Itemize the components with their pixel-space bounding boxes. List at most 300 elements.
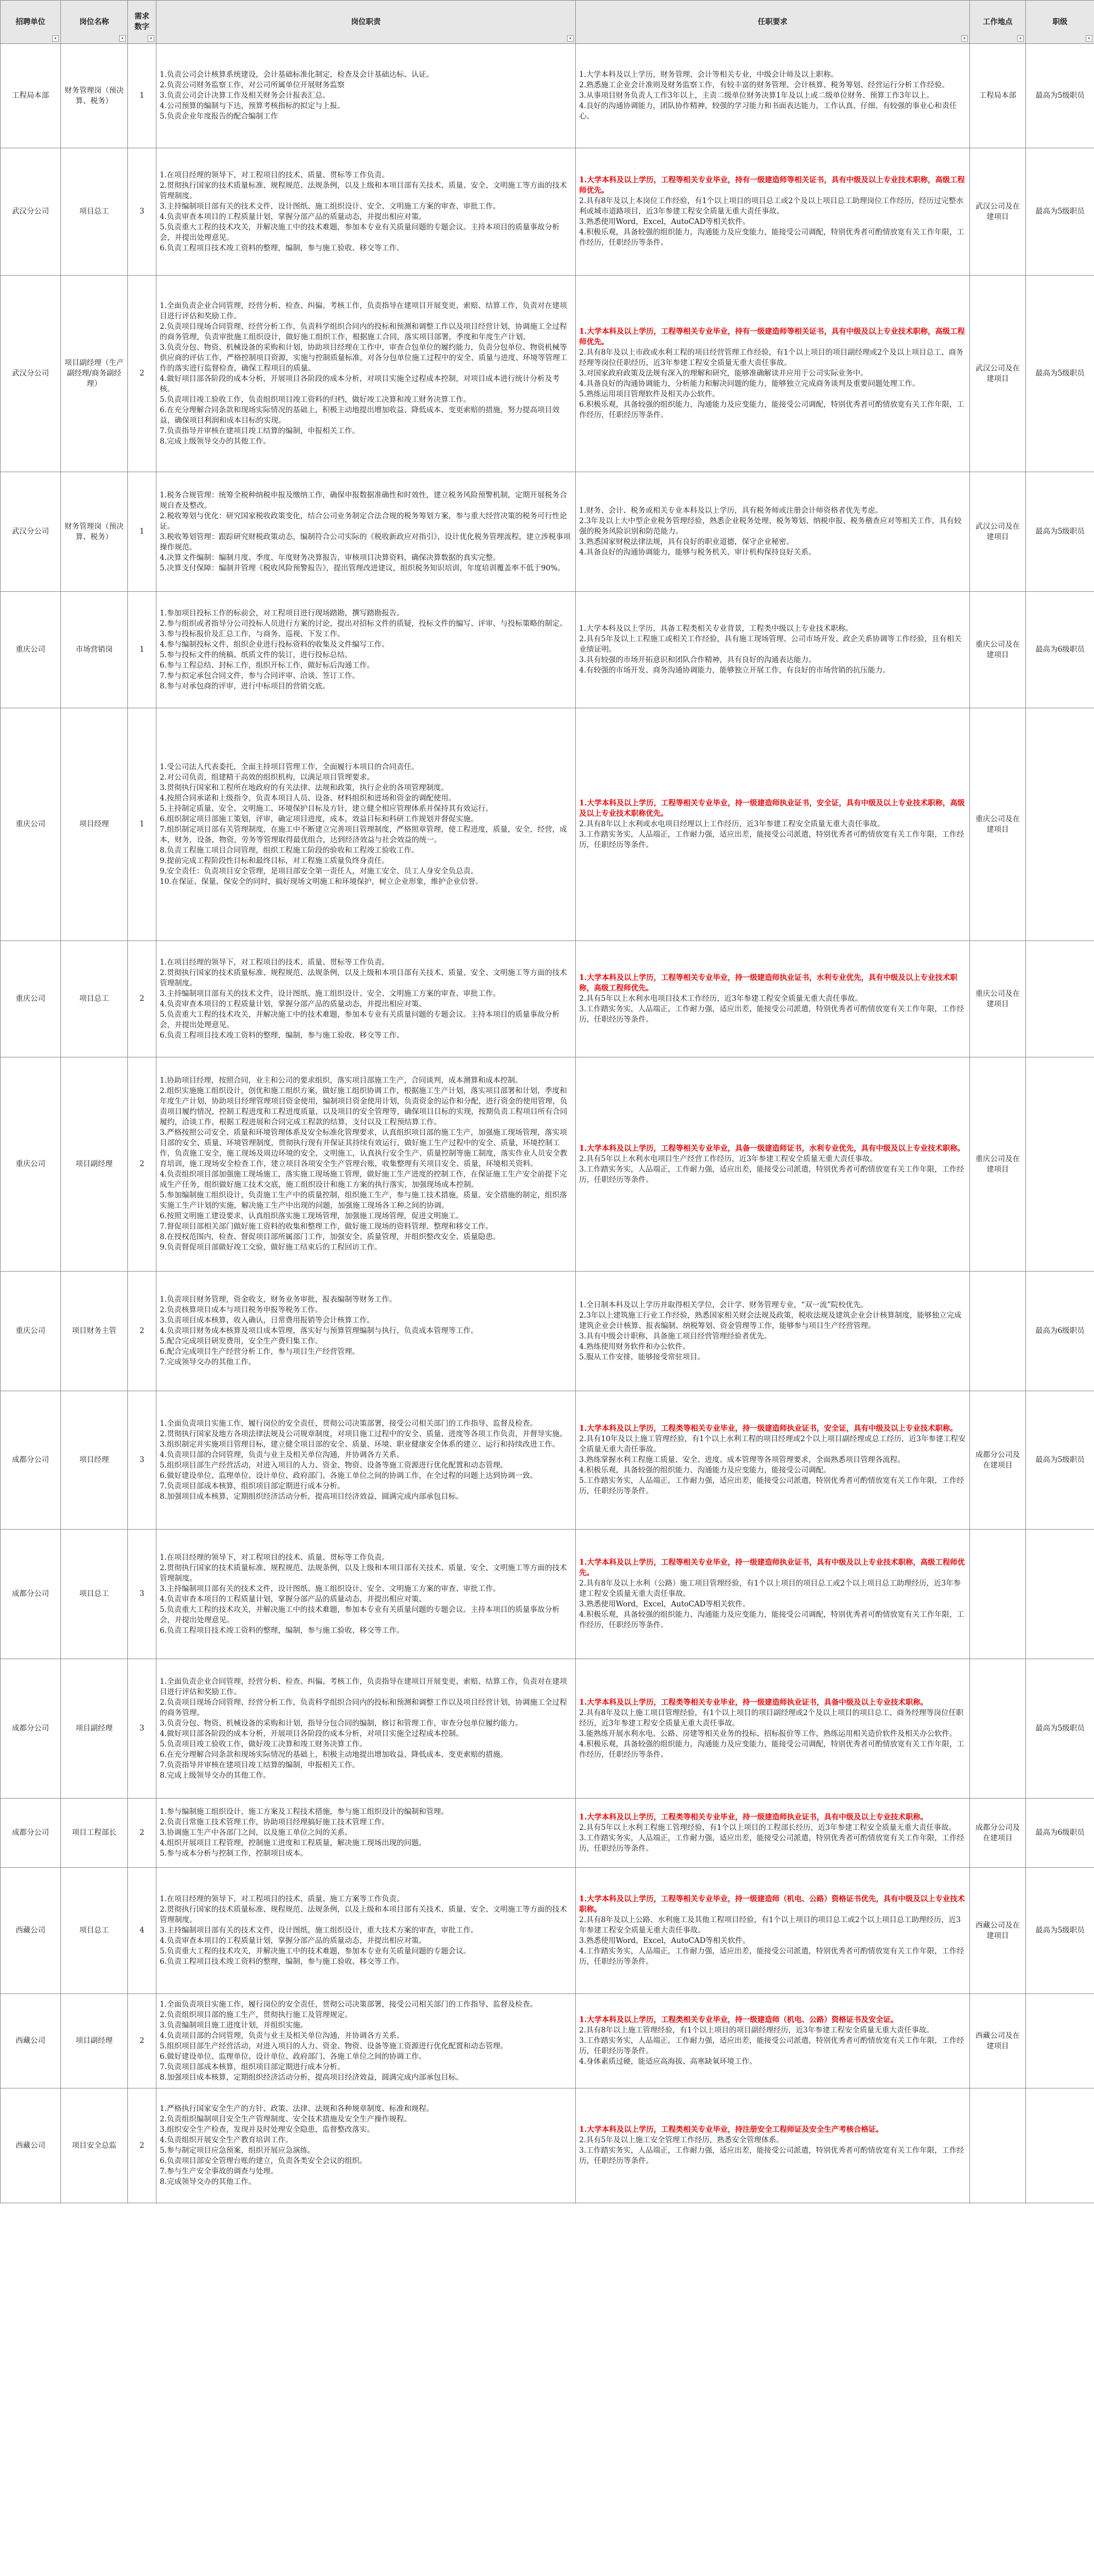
cell-requirements[interactable]: [576, 1799, 970, 1868]
cell-count[interactable]: 2: [128, 1057, 156, 1272]
cell-position[interactable]: 财务管理岗（预决算、税务）: [61, 44, 128, 148]
cell-duties[interactable]: [156, 1272, 576, 1391]
requirement-line: 1.全日制本科及以上学历并取得相关学位，会计学、财务管理专业，“双一流”院校优先。: [579, 1300, 868, 1309]
cell-duties[interactable]: [156, 44, 576, 148]
duty-line: 2.对公司负责，组建精干高效的组织机构，以满足项目管理要求。: [160, 772, 374, 782]
duty-line: 2.组织实施施工组织设计，创优和施工组织方案，做好施工组织协调工作，根据施工生产计划，落实项目部署和计划，季度和年度生产计划，协助项目经理管理项目资金使用，编制项目资金使用计划，负责资金的运作和分配，进行资金的使用管理，负责项目履约情况，控制工程进度和工程进度质量，以及项目的安全管理等，确保项目目标的实现，按期负责工程项目所有合同履约，洽谈工作，根据工程进展和合同完成工程款的结算，支付以及工程预结算工作。: [160, 1087, 568, 1127]
duty-line: 6.做好建设单位、监理单位、设计单位、政府部门、各施工单位之间的协调工作，在全过程的问题上达到协调一致。: [160, 1471, 537, 1480]
cell-requirements[interactable]: [576, 1868, 970, 1994]
requirement-line: 2.3年及以上大中型企业税务管理经验，熟悉企业税务处理、税务筹划、纳税申报、税务稽查应对等相关工作，具有较强的税务风险识别和防范能力。: [579, 517, 962, 536]
cell-position[interactable]: 项目总工: [61, 1530, 128, 1659]
cell-count[interactable]: 2: [128, 1272, 156, 1391]
cell-position[interactable]: 项目经理: [61, 708, 128, 941]
duty-line: 6.参与工程总结、封标工作，组织开标工作，做好标后沟通工作。: [160, 660, 374, 670]
requirement-line: 3.具有较强的市场开拓意识和团队合作精神，具有良好的沟通表达能力。: [579, 656, 816, 664]
cell-duties[interactable]: [156, 1391, 576, 1530]
duty-line: 1.在项目经理的领导下，对工程项目的技术、质量、贯标等工作负责。: [160, 170, 389, 180]
cell-unit[interactable]: 工程局本部: [1, 44, 61, 148]
cell-requirements[interactable]: [576, 1272, 970, 1391]
duty-line: 2.负责日常施工技术管理工作，协助项目经理搞好施工技术管理工作。: [160, 1818, 389, 1827]
duty-line: 1.在项目经理的领导下，对工程项目的技术、质量、施工方案等工作负责。: [160, 1895, 404, 1903]
requirement-line: 4.积极乐观，具备较强的组织能力，沟通能力及应变能力，能接受公司调配，特别优秀者可酌情放宽有关工作年限，工作经历，任职经历等条件。: [579, 1739, 964, 1759]
duty-line: 2.贯彻执行国家的技术质量标准、规程规范、法规条例，以及上级和本项目部有关技术、质量、安全、文明施工等方面的技术管理制度。: [160, 968, 567, 988]
duty-line: 3.负责分包、物资、机械设备的采购和计划，指导分包合同的编制，修订和管理工作，审查分包单位履约能力。: [160, 1718, 523, 1728]
cell-position[interactable]: 项目财务主管: [61, 1272, 128, 1391]
requirement-line: 2.具有5年及以上工程施工或相关工作经验，具有施工现场管理、公司市场开发、政企关系协调等工作经验，且有相关业绩证明。: [579, 635, 962, 654]
requirement-line: 3.熟悉使用Word，Excel，AutoCAD等相关软件。: [579, 1600, 750, 1609]
requirement-highlight: 1.大学本科及以上学历，工程等相关专业毕业，持一级建造师执业证书，具有中级及以上专业技术职称，高级工程师优先。: [579, 1558, 965, 1577]
duty-line: 2.负责组织项目部的施工生产，贯彻执行施工及管理规定。: [160, 2010, 352, 2019]
cell-duties[interactable]: [156, 708, 576, 941]
duty-line: 6.组织制定项目部施工策划，评审，确定项目进度，成本，效益目标和科研工作规划并督促实施。: [160, 814, 478, 824]
cell-requirements[interactable]: [576, 276, 970, 472]
requirement-line: 3.熟练掌握水利工程施工质量、安全、进度、成本管理等各项管理要求，全面熟悉项目管理各流程。: [579, 1455, 905, 1464]
cell-location[interactable]: 重庆公司及在建项目: [970, 708, 1026, 941]
cell-grade[interactable]: 最高为5级职员: [1026, 1391, 1094, 1530]
requirement-line: 4.具备良好的沟通协调能力，分析能力和解决问题的能力，能够独立完成商务谈判及重要问题处理工作。: [579, 379, 920, 388]
duty-line: 1.税务合规管理：统筹全税种纳税申报及缴纳工作，确保申报数据准确性和时效性，建立税务风险预警机制，定期开展税务合规自查及整改。: [160, 490, 567, 510]
header-duties[interactable]: [156, 1, 576, 44]
requirement-line: 3.工作踏实务实，人品端正，工作耐力强，适应出差，能接受公司派遣，特别优秀者可酌情放宽有关工作年限，工作经历，任职经历等条件。: [579, 2036, 964, 2056]
requirement-line: 3.具有中级会计职称，具备施工项目经营管理经验者优先。: [579, 1331, 772, 1341]
cell-location[interactable]: 西藏公司及在建项目: [970, 1994, 1026, 2088]
cell-grade[interactable]: 最高为5级职员: [1026, 1659, 1094, 1799]
header-unit[interactable]: [1, 1, 61, 44]
duty-line: 3.负责公司会计决算工作及相关财务会计报表汇总。: [160, 91, 330, 100]
duty-line: 3.主持编制项目部有关的技术文件，设计图纸、施工组织设计、安全、文明施工方案的审查、审批工作。: [160, 989, 501, 998]
cell-position[interactable]: 项目副经理: [61, 1659, 128, 1799]
cell-duties[interactable]: [156, 472, 576, 592]
cell-count[interactable]: 1: [128, 472, 156, 592]
duty-line: 4.负责项目部的合同管理，负责与业主及相关单位沟通，并协调各方关系。: [160, 1450, 404, 1459]
cell-count[interactable]: 2: [128, 1799, 156, 1868]
cell-requirements[interactable]: [576, 2088, 970, 2203]
filter-dropdown-icon[interactable]: ▾: [1086, 35, 1092, 42]
duty-line: 3.参与投标报价及汇总工作，与商务、巡视、下发工作。: [160, 629, 345, 639]
table-row: [1, 1659, 1094, 1799]
requirement-line: 6.积极乐观，具备较强的组织能力，沟通能力及应变能力，能接受公司调配，特别优秀者可酌情放宽有关工作年限，工作经历，任职经历等条件。: [579, 400, 964, 419]
duty-line: 2.税收筹划与优化：研究国家税收政策变化，结合公司业务制定合法合规的税务筹划方案，参与重大经营决策的税务可行性论证。: [160, 511, 567, 531]
cell-requirements[interactable]: [576, 592, 970, 708]
cell-unit[interactable]: 成都分公司: [1, 1391, 61, 1530]
table-row: [1, 1868, 1094, 1994]
duty-line: 6.负责工程项目技术竣工资料的整理，编制，参与施工验收、移交等工作。: [160, 1626, 404, 1635]
cell-count[interactable]: 3: [128, 1391, 156, 1530]
table-row: [1, 1799, 1094, 1868]
duty-line: 9.提前完成工程阶段性目标和最终目标，对工程施工质量负终身责任。: [160, 856, 389, 865]
cell-location[interactable]: 重庆公司及在建项目: [970, 941, 1026, 1057]
duty-line: 4.组织开展项目工程管理，控制施工进度和工程质量，解决施工现场出现的问题。: [160, 1839, 427, 1847]
duty-line: 7.督促项目部相关部门做好施工资料的收集和整理工作，做好施工现场的资料管理、整理和移交工作。: [160, 1222, 493, 1231]
duty-line: 1.严格执行国家安全生产的方针、政策、法律、法规和各种规章制度、标准和规程。: [160, 2104, 434, 2113]
duty-line: 3.负责分包、物资、机械设备的采购和计划，协助项目经理在工作中，审查合包单位的履约能力，负责分包单位、物资机械等供应商的评估工作，严格控制项目资源，实施与控制质量标准，对各分包单位施工过程中的安全、质量与进度、环境等管理工作的落实进行监督检查，确保工程项目的质量。: [160, 343, 568, 373]
cell-duties[interactable]: [156, 148, 576, 276]
cell-unit[interactable]: 武汉分公司: [1, 148, 61, 276]
requirement-line: 3.对国家政府政策及法规有深入的理解和研究，能够准确解读并应用于公司实际业务中。: [579, 369, 868, 378]
cell-requirements[interactable]: [576, 472, 970, 592]
duty-line: 2.贯彻执行国家的技术质量标准、规程规范、法规条例，以及上级和本项目部有关技术、质量、安全、文明施工等方面的技术管理制度。: [160, 181, 567, 200]
cell-requirements[interactable]: [576, 941, 970, 1057]
duty-line: 1.协助项目经理，按照合同，业主和公司的要求组织，落实项目部施工生产，合同谈判，成本测算和成本控制。: [160, 1076, 523, 1085]
cell-grade[interactable]: 最高为6级职员: [1026, 1272, 1094, 1391]
cell-duties[interactable]: [156, 1994, 576, 2088]
requirement-line: 5.服从工作安排，能够接受常驻项目。: [579, 1352, 705, 1362]
duty-line: 5.参与投标文件的统稿、纸质文件的装订，进行投标总结。: [160, 650, 352, 659]
cell-count[interactable]: 3: [128, 1530, 156, 1659]
header-duties-label: 岗位职责: [351, 17, 381, 26]
table-row: [1, 2088, 1094, 2203]
cell-unit[interactable]: 重庆公司: [1, 1057, 61, 1272]
duty-line: 3.协调施工生产中各部门之间，以及施工单位之间的关系。: [160, 1828, 352, 1837]
duty-line: 5.主持制定质量、安全、文明施工、环境保护目标及方针，建立健全相应管理体系并保持其有效运行。: [160, 804, 493, 813]
duty-line: 1.负责公司会计核算系统建设，会计基础标准化制定，检查及会计基础达标、认证。: [160, 70, 434, 79]
cell-duties[interactable]: [156, 1659, 576, 1799]
requirement-line: 2.具有8年及以上水利（公路）施工项目管理经验，有1个以上项目的项目总工或2个以上项目总工助理经历，近3年参建工程安全质量无重大责任事故。: [579, 1579, 961, 1598]
duty-line: 2.负责组织编制项目安全生产管理制度、安全技术措施及安全生产操作规程。: [160, 2115, 412, 2124]
requirement-line: 3.熟悉使用Word，Excel，AutoCAD等相关软件。: [579, 217, 750, 226]
cell-location[interactable]: [970, 1530, 1026, 1659]
duty-line: 3.税收筹划管理：跟踪研究财税政策动态，编制符合公司实际的《税收新政应对指引》，设计优化税务管理流程，建立涉税事项操作规范。: [160, 532, 571, 552]
cell-position[interactable]: 项目副经理: [61, 1994, 128, 2088]
duty-line: 4.决算文件编制：编制月度、季度、年度财务决算报告，审核项目决算资料，确保决算数据的真实完整。: [160, 553, 501, 562]
cell-position[interactable]: 项目总工: [61, 148, 128, 276]
cell-grade[interactable]: [1026, 1057, 1094, 1272]
cell-grade[interactable]: [1026, 708, 1094, 941]
duty-line: 4.负责审查本项目的工程质量计划，掌握分部产品的质量动态，并提出相应对策。: [160, 1936, 427, 1945]
duty-line: 4.负责项目财务成本核算及项目成本管理，落实好与预算管理编制与执行，负责成本管理等工作。: [160, 1326, 478, 1335]
cell-count[interactable]: 2: [128, 941, 156, 1057]
cell-unit[interactable]: 武汉分公司: [1, 472, 61, 592]
requirement-line: 4.积极乐观，具备较强的组织能力，沟通能力及应变能力，能接受公司调配，特别优秀者可酌情放宽有关工作年限，工作经历，任职经历等条件。: [579, 228, 964, 247]
cell-duties[interactable]: [156, 1868, 576, 1994]
duty-line: 8.参与对承包商的评审，进行中标项目的营销交底。: [160, 681, 330, 691]
duty-line: 8.负责工程施工项目合同管理，组织工程施工阶段的验收和工程竣工验收工作。: [160, 845, 419, 855]
duty-line: 7.参与拟定承包合同文件，参与合同评审、洽谈、签订工作。: [160, 671, 360, 680]
duty-line: 9.负责督促项目部做好竣工交验，做好施工结束后的工程回访工作。: [160, 1243, 382, 1252]
requirement-highlight: 1.大学本科及以上学历，工程等相关专业毕业，持有一级建造师等相关证书，具有中级及以上专业技术职称，高级工程师优先。: [579, 327, 965, 346]
duty-line: 1.全面负责项目实施工作，履行岗位的安全责任，贯彻公司决策部署，接受公司相关部门的工作指导、监督及检查。: [160, 2000, 537, 2009]
cell-location[interactable]: [970, 1659, 1026, 1799]
cell-grade[interactable]: 最高为6级职员: [1026, 592, 1094, 708]
cell-grade[interactable]: 最高为5级职员: [1026, 1868, 1094, 1994]
header-position[interactable]: [61, 1, 128, 44]
cell-unit[interactable]: 成都分公司: [1, 1530, 61, 1659]
duty-line: 5.决算支付保障：编制并管理《税收风险预警报告》，提出管理改进建议，组织税务知识培训，年度培训覆盖率不低于90%。: [160, 563, 565, 573]
cell-unit[interactable]: 成都分公司: [1, 1799, 61, 1868]
requirement-line: 4.良好的沟通协调能力，团队协作精神，较强的学习能力和书面表达能力，工作认真、仔细、有较强的事业心和责任心。: [579, 102, 957, 121]
duty-line: 5.参与成本分析与控制工作，控制项目成本。: [160, 1849, 308, 1858]
requirement-line: 4.具备良好的沟通协调能力，能够与税务机关、审计机构保持良好关系。: [579, 548, 816, 557]
cell-grade[interactable]: 最高为5级职员: [1026, 44, 1094, 148]
requirement-highlight: 1.大学本科及以上学历，工程类等相关专业毕业，持一级建造师执业证书，安全证，具有中级及以上专业技术职称。: [579, 1424, 958, 1433]
duty-line: 6.负责工程项目技术竣工资料的整理，编制，参与施工验收、移交等工作。: [160, 1957, 404, 1966]
cell-duties[interactable]: [156, 1057, 576, 1272]
cell-position[interactable]: 市场营销岗: [61, 592, 128, 708]
requirement-highlight: 1.大学本科及以上学历，工程类相关专业毕业，持注册安全工程师证及安全生产考核合格证。: [579, 2125, 884, 2134]
duty-line: 1.参加项目投标工作的标前会，对工程项目进行现场踏勘，撰写踏勘报告。: [160, 608, 404, 618]
duty-line: 2.负责公司财务监察工作，对公司所属单位开展财务监察: [160, 81, 345, 89]
cell-count[interactable]: 3: [128, 148, 156, 276]
cell-position[interactable]: 项目工程部长: [61, 1799, 128, 1868]
duty-line: 2.贯彻执行国家的技术质量标准、规程规范、法规条例，以及上级和本项目部有关技术、质量、安全、文明施工等方面的技术管理制度。: [160, 1905, 567, 1924]
cell-grade[interactable]: 最高为5级职员: [1026, 148, 1094, 276]
table-row: [1, 472, 1094, 592]
cell-unit[interactable]: 西藏公司: [1, 1868, 61, 1994]
cell-requirements[interactable]: [576, 148, 970, 276]
cell-requirements[interactable]: [576, 1530, 970, 1659]
cell-duties[interactable]: [156, 1799, 576, 1868]
duty-line: 3.贯彻执行国家和工程所在地政府的有关法律、法规和政策，执行企业的各项管理制度。: [160, 783, 448, 792]
requirement-line: 3.能熟练开展水利水电、公路、房建等相关业务的投标、招标报价等工作，熟练运用相关造价软件及相关办公软件。: [579, 1729, 957, 1738]
duty-line: 8.在授权范围内，检查、督促项目部所属部门工作，加强安全、质量管理，并组织整改安全、质量隐患。: [160, 1233, 501, 1241]
cell-location[interactable]: 重庆公司及在建项目: [970, 592, 1026, 708]
duty-line: 7.负责指导并审核在建项目竣工结算的编制，申报相关工作。: [160, 426, 360, 435]
requirement-highlight: 1.大学本科及以上学历，工程等相关专业毕业，具备一级建造师证书，水利专业优先，具有中级及以上专业技术职称。: [579, 1144, 965, 1153]
duty-line: 7.完成领导交办的其他工作。: [160, 1358, 256, 1367]
duty-line: 3.严格按照公司安全、质量和环境管理体系及安全标准化管理要求，认真组织项目部的施工生产，加强施工现场管理，落实项目部的安全、质量、环境管理制度，贯彻执行现有并保证其持续有效运行，做好施工生产过程中的安全、质量，环境控制工作，负责施工安全，施工现场及周边环境的安全，文明施工，认真执行安全生产、质量控制等施工制度，落实作业人员安全教育培训，施工现场安全检查工作，建立项目各项安全生产管理台账，收集整理有关项目安全、质量，环境相关资料。: [160, 1128, 568, 1168]
duty-line: 4.参与编制投标文件，组织企业进行投标资料的收集及文件编写工作。: [160, 640, 389, 649]
duty-line: 4.做好项目部各阶段的成本分析，开展项目各阶段的成本分析，对项目实施全过程成本控制。: [160, 1729, 463, 1738]
filter-dropdown-icon[interactable]: ▾: [1017, 35, 1024, 42]
duty-line: 1.参与编制施工组织设计，施工方案及工程技术措施，参与施工组织设计的编制和管理。: [160, 1807, 448, 1816]
cell-location[interactable]: 工程局本部: [970, 44, 1026, 148]
duty-line: 8.加强项目成本核算，定期组织经济活动分析，提高项目经济效益，圆满完成内部承包目标。: [160, 1492, 463, 1501]
requirement-line: 3.工作踏实务实，人品端正，工作耐力强，适应出差，能接受公司派遣，特别优秀者可酌情放宽有关工作年限，工作经历，任职经历等条件。: [579, 830, 964, 849]
requirement-line: 3.熟悉国家财税法律法规，具有良好的职业道德，保守企业秘密。: [579, 537, 794, 546]
table-row: [1, 708, 1094, 941]
duty-line: 2.负责项目现场合同管理、经营分析工作，负责科学组织合同内的投标和预测和调整工作以及项目经营计划，协调施工全过程的商务管理。: [160, 1698, 567, 1717]
cell-unit[interactable]: 西藏公司: [1, 1994, 61, 2088]
filter-dropdown-icon[interactable]: ▾: [148, 35, 154, 42]
cell-grade[interactable]: 最高为5级职员: [1026, 472, 1094, 592]
requirement-line: 2.具有5年以上水利水电项目技术工作经历，近3年参建工程安全质量无重大责任事故。: [579, 994, 863, 1003]
cell-position[interactable]: 项目总工: [61, 1868, 128, 1994]
duty-line: 4.做好项目部各阶段的成本分析，开展项目各阶段的成本分析，对项目实施全过程成本控制，对项目成本进行统计分析及考核。: [160, 374, 560, 394]
cell-unit[interactable]: 武汉分公司: [1, 276, 61, 472]
cell-unit[interactable]: 重庆公司: [1, 941, 61, 1057]
requirement-highlight: 1.大学本科及以上学历，工程等相关专业毕业，持一级建造师执业证书，安全证，具有中级及以上专业技术职称，高级及以上专业技术职称优先。: [579, 799, 965, 818]
cell-unit[interactable]: 重庆公司: [1, 1272, 61, 1391]
duty-line: 2.贯彻执行国家的技术质量标准、规程规范、法规条例，以及上级和本项目部有关技术、质量、安全、文明施工等方面的技术管理制度。: [160, 1563, 567, 1583]
requirement-line: 4.身体素质过硬，能适应高海拔、高寒缺氧环境工作。: [579, 2057, 757, 2066]
duty-line: 8.加强项目成本核算，定期组织经济活动分析，提高项目经济效益，圆满完成内部承包目标。: [160, 2073, 463, 2082]
table-row: [1, 276, 1094, 472]
duty-line: 5.负责企业年度报告的配合编制工作: [160, 112, 278, 121]
duty-line: 7.组织制定项目部有关管理制度，在施工中不断建立完善项目管理制度，严格照章管理，使工程进度，质量，安全，经营，成本，财务，设备，物资，劳务等管理取得最优组合，达到经济效益与社会效益的统一。: [160, 825, 567, 844]
duty-line: 7.负责项目部成本核算，组织项目部定期进行成本分析。: [160, 1481, 345, 1491]
duty-line: 7.参与生产安全事故的调查与处理。: [160, 2167, 278, 2176]
requirement-line: 5.熟练运用项目管理软件及相关办公软件。: [579, 390, 720, 399]
header-count-label: 需求数字: [134, 12, 149, 31]
duty-line: 5.负责重大工程的技术攻关，并解决施工中的技术难题，参加本专业有关质量问题的专题会议。主持本项目的质量事故分析会，并提出处理意见。: [160, 222, 560, 242]
duty-line: 6.配合完成项目生产经营分析工作，参与项目生产经营管理。: [160, 1347, 360, 1356]
requirement-line: 2.具有5年及以上施工安全管理工作经历，熟悉安全管理体系。: [579, 2136, 784, 2144]
duty-line: 3.组织安全生产检查，发现并及时处理安全隐患，监督整改落实。: [160, 2125, 374, 2134]
requirement-line: 3.工作踏实务实，人品端正，工作耐力强，适应出差，能接受公司派遣，特别优秀者可酌情放宽有关工作年限，工作经历，任职经历等条件。: [579, 1164, 964, 1184]
requirement-highlight: 1.大学本科及以上学历，工程类相关专业毕业，持一级建造师（机电、公路）资格证书及安全证。: [579, 2015, 899, 2024]
cell-position[interactable]: 项目副经理（生产副经理/商务副经理）: [61, 276, 128, 472]
duty-line: 6.负责工程项目技术竣工资料的整理，编制，参与施工验收、移交等工作。: [160, 1031, 404, 1040]
table-row: [1, 44, 1094, 148]
requirement-highlight: 1.大学本科及以上学历，工程等相关专业毕业，持一级建造师（机电、公路）资格证书优先，具有中级及以上专业技术职称。: [579, 1895, 965, 1914]
duty-line: 9.安全责任：负责项目安全管理，是项目部安全第一责任人，对施工安全、员工人身安全负总责。: [160, 866, 478, 876]
requirement-line: 4.有较强的市场开发、商务沟通协调能力，能够独立开展工作，有良好的市场营销的抗压能力。: [579, 666, 890, 675]
filter-dropdown-icon[interactable]: ▾: [567, 35, 574, 42]
cell-grade[interactable]: [1026, 1530, 1094, 1659]
cell-unit[interactable]: 西藏公司: [1, 2088, 61, 2203]
cell-location[interactable]: 成都分公司及在建项目: [970, 1799, 1026, 1868]
cell-location[interactable]: 武汉公司及在建项目: [970, 472, 1026, 592]
cell-duties[interactable]: [156, 592, 576, 708]
duty-line: 1.负责项目财务管理，资金收支，财务业务审批，报表编制等财务工作。: [160, 1295, 397, 1304]
cell-location[interactable]: 重庆公司及在建项目: [970, 1057, 1026, 1272]
requirement-line: 4.积极乐观，具备较强的组织能力、沟通能力及应变能力，能接受公司调配。: [579, 1466, 831, 1475]
duty-line: 5.负责重大工程的技术攻关，并解决施工中的技术难题，参加本专业有关质量问题的专题会议。主持本项目的质量事故分析会，并提出处理意见。: [160, 1010, 560, 1029]
requirement-line: 2.具有8年及以上施工项目管理经验，有1个以上项目的项目副经理或2个及以上项目的项目总工、商务经理等岗位任职经历，近3年参建工程安全质量无重大责任事故。: [579, 1708, 964, 1728]
cell-count[interactable]: 3: [128, 1659, 156, 1799]
cell-grade[interactable]: [1026, 2088, 1094, 2203]
header-count[interactable]: [128, 1, 156, 44]
cell-grade[interactable]: 最高为5级职员: [1026, 276, 1094, 472]
requirement-line: 2.具有8年及以上市政或水利工程的项目经营管理工作经验，有1个以上项目的项目副经理或2个及以上项目总工、商务经理等岗位任职经历，近3年参建工程安全质量无重大责任事故。: [579, 348, 964, 367]
duty-line: 3.主持编制项目部有关的技术文件，设计图纸，施工组织设计，重大技术方案的审查，审批工作。: [160, 1926, 478, 1935]
header-row: [1, 1, 1094, 44]
cell-position[interactable]: 项目经理: [61, 1391, 128, 1530]
cell-requirements[interactable]: [576, 708, 970, 941]
requirement-line: 4.熟练使用财务软件和办公软件。: [579, 1342, 690, 1351]
requirement-line: 1.大学本科及以上学历，财务管理、会计等相关专业，中级会计师及以上职称。: [579, 70, 838, 79]
cell-grade[interactable]: [1026, 1994, 1094, 2088]
duty-line: 5.组织项目部生产经营活动，对进入项目的人力、资金、物资、设备等施工资源进行优化配置和动态管理。: [160, 1460, 508, 1470]
header-grade[interactable]: [1026, 1, 1094, 44]
duty-line: 6.在充分理解合同条款和现场实际情况的基础上，积极主动地提出增加收益、降低成本、变更索赔的措施。: [160, 1750, 508, 1759]
cell-grade[interactable]: [1026, 941, 1094, 1057]
cell-position[interactable]: 项目副经理: [61, 1057, 128, 1272]
duty-line: 2.贯彻执行国家及地方各项法律法规及公司规章制度，对项目施工过程中的安全、质量、进度等各项工作负责，并督导实施。: [160, 1429, 567, 1438]
duty-line: 2.参与组织或者指导分公司投标人员进行方案的讨论，提出对招标文件的质疑，投标文件的编写、评审、与投标策略的制定。: [160, 619, 567, 628]
requirement-line: 3.工作踏实务实，人品端正，工作耐力强，适应出差，能接受公司派遣，特别优秀者可酌情放宽有关工作年限，工作经历，任职经历等条件。: [579, 1833, 964, 1853]
cell-count[interactable]: 1: [128, 708, 156, 941]
table-row: [1, 592, 1094, 708]
header-location[interactable]: [970, 1, 1026, 44]
header-unit-label: 招聘单位: [15, 17, 46, 26]
header-location-label: 工作地点: [983, 17, 1013, 26]
cell-count[interactable]: 4: [128, 1868, 156, 1994]
duty-line: 1.全面负责企业合同管理，经营分析、检查、纠偏、考核工作，负责指导在建项目开展变更、索赔、结算工作，负责对在建项目进行评估和奖励工作。: [160, 1677, 567, 1696]
cell-unit[interactable]: 重庆公司: [1, 708, 61, 941]
duty-line: 5.负责重大工程的技术攻关，并解决施工中的技术难题，参加本专业有关质量问题的专题会议。主持本项目的质量事故分析会，并提出处理意见。: [160, 1605, 560, 1625]
requirement-highlight: 1.大学本科及以上学历，工程等相关专业毕业，持一级建造师执业证书，水利专业优先，具有中级及以上专业技术职称，高级工程师优先。: [579, 973, 958, 993]
duty-line: 5.参与制定项目应急预案，组织开展应急演练。: [160, 2146, 315, 2155]
cell-duties[interactable]: [156, 276, 576, 472]
requirement-highlight: 1.大学本科及以上学历，工程类等相关专业毕业，持一级建造师执业证书，具有中级及以上专业技术职称。: [579, 1812, 928, 1822]
duty-line: 4.负责审查本项目的工程质量计划，掌握分部产品的质量动态，并提出相应对策。: [160, 212, 427, 221]
cell-count[interactable]: 1: [128, 592, 156, 708]
duty-line: 4.负责项目部的合同管理，负责与业主及相关单位沟通，并协调各方关系。: [160, 2031, 404, 2040]
cell-duties[interactable]: [156, 2088, 576, 2203]
duty-line: 6.负责项目部安全管理台账的建立，负责各类安全会议的组织。: [160, 2157, 367, 2165]
cell-position[interactable]: 项目总工: [61, 941, 128, 1057]
header-requirements-label: 任职要求: [758, 17, 788, 26]
duty-line: 6.在充分理解合同条款和现场实际情况的基础上，积极主动地提出增加收益、降低成本、变更索赔的措施，努力提高项目效益，确保项目利润和成本目标的实现。: [160, 405, 560, 425]
filter-dropdown-icon[interactable]: ▾: [52, 35, 59, 42]
requirement-line: 2.具有8年以上施工管理经验，有1个以上项目的项目副经理经历，近3年参建工程安全质量无重大责任事故。: [579, 2026, 934, 2035]
cell-location[interactable]: 成都分公司及在建项目: [970, 1391, 1026, 1530]
duty-line: 5.负责项目竣工验收工作，负责组织项目竣工资料的归档，做好竣工决算和竣工财务决算工作。: [160, 395, 471, 404]
requirement-highlight: 1.大学本科及以上学历，工程等相关专业毕业，持有一级建造师等相关证书，具有中级及以上专业技术职称，高级工程师优先。: [579, 176, 965, 195]
requirement-line: 2.熟悉施工企业会计准则及财务监察工作，有较丰富的财务管理、会计核算、税务筹划、经营运行分析工作经验。: [579, 81, 950, 89]
header-requirements[interactable]: [576, 1, 970, 44]
requirement-line: 5.工作踏实务实，人品端正，工作耐力强，适应出差，能接受公司派遣，特别优秀者可酌情放宽有关工作年限，工作经历，任职经历等条件。: [579, 1476, 964, 1496]
cell-location[interactable]: 西藏公司及在建项目: [970, 1868, 1026, 1994]
requirement-line: 3.熟悉使用Word，Excel，AutoCAD等相关软件。: [579, 1936, 750, 1945]
requirement-line: 2.具有10年及以上施工管理经验，有1个以上水利工程的项目经理或2个以上项目副经理或总工经历，近3年参建工程安全质量无重大责任事故。: [579, 1435, 966, 1454]
filter-dropdown-icon[interactable]: ▾: [961, 35, 968, 42]
requirement-line: 3.工作踏实务实，人品端正，工作耐力强，适应出差，能接受公司派遣，特别优秀者可酌情放宽有关工作年限，工作经历，任职经历等条件。: [579, 1005, 964, 1024]
cell-requirements[interactable]: [576, 1994, 970, 2088]
duty-line: 3.主持编制项目部有关的技术文件，设计图纸、施工组织设计、安全、文明施工方案的审查、审批工作。: [160, 201, 501, 211]
cell-count[interactable]: 2: [128, 2088, 156, 2203]
cell-count[interactable]: 2: [128, 276, 156, 472]
cell-location[interactable]: 武汉公司及在建项目: [970, 148, 1026, 276]
duty-line: 6.负责工程项目技术竣工资料的整理，编制，参与施工验收、移交等工作。: [160, 243, 404, 253]
requirement-line: 2.3年以上建筑施工行业工作经验，熟悉国家相关财会法规及政策，税收法规及建筑企业会计核算制度，能够独立完成建筑企业会计核算、报表编制、纳税筹划、资金管理等工作，能够参与项目生产经营管理。: [579, 1311, 962, 1330]
duty-line: 4.负责审查本项目的工程质量计划，掌握分部产品的质量动态，并提出相应对策。: [160, 1594, 427, 1604]
cell-location[interactable]: [970, 1272, 1026, 1391]
cell-requirements[interactable]: [576, 1057, 970, 1272]
duty-line: 4.负责审查本项目的工程质量计划，掌握分部产品的质量动态，并提出相应对策。: [160, 999, 427, 1009]
cell-location[interactable]: [970, 2088, 1026, 2203]
duty-line: 2.负责核算项目成本与项目税务申报等税务工作。: [160, 1306, 323, 1314]
cell-requirements[interactable]: [576, 1659, 970, 1799]
table-row: [1, 1057, 1094, 1272]
cell-count[interactable]: 2: [128, 1994, 156, 2088]
duty-line: 5.负责重大工程的技术攻关，并解决施工中的技术难题，参加本专业有关质量问题的专题会议。: [160, 1947, 471, 1956]
duty-line: 7.负责项目部成本核算，组织项目部定期进行成本分析。: [160, 2062, 345, 2071]
cell-unit[interactable]: 成都分公司: [1, 1659, 61, 1799]
cell-duties[interactable]: [156, 1530, 576, 1659]
requirement-line: 2.具有5年以上水利水电项目生产经营工作经历，近3年参建工程安全质量无重大责任事故。: [579, 1154, 878, 1163]
duty-line: 1.在项目经理的领导下，对工程项目的技术、质量、贯标等工作负责。: [160, 1553, 389, 1562]
cell-location[interactable]: 武汉公司及在建项目: [970, 276, 1026, 472]
duty-line: 3.负责项目成本核算，收入确认，日常费用报销等会计核算工作。: [160, 1316, 374, 1325]
duty-line: 10.在保证、保量、保安全的同时，搞好现场文明施工和环境保护，树立企业形象，维护企业信誉。: [160, 877, 483, 886]
cell-unit[interactable]: 重庆公司: [1, 592, 61, 708]
cell-position[interactable]: 财务管理岗（预决算、税务）: [61, 472, 128, 592]
duty-line: 3.负责编制项目施工进度计划，并组织实施。: [160, 2020, 308, 2030]
cell-requirements[interactable]: [576, 44, 970, 148]
table-row: [1, 1272, 1094, 1391]
cell-grade[interactable]: 最高为6级职员: [1026, 1799, 1094, 1868]
duty-line: 7.负责指导并审核在建项目竣工结算的编制，申报相关工作。: [160, 1760, 360, 1769]
requirement-line: 1.大学本科及以上学历，具备工程类相关专业背景，工程类中级以上专业技术职称。: [579, 624, 853, 633]
cell-duties[interactable]: [156, 941, 576, 1057]
requirement-line: 4.积极乐观，具备较强的组织能力、沟通能力及应变能力，能接受公司调配，特别优秀者可酌情放宽有关工作年限，工作经历，任职经历等条件。: [579, 1610, 964, 1629]
duty-line: 4.按照合同承诺和上级指令，负责本项目人员、设备、材料组织和进场和资金的调配使用。: [160, 793, 456, 803]
duty-line: 6.做好建设单位、监理单位、设计单位、政府部门、各施工单位之间的协调工作。: [160, 2052, 427, 2061]
duty-line: 1.全面负责企业合同管理，经营分析、检查、纠偏、考核工作，负责指导在建项目开展变更、索赔、结算工作，负责对在建项目进行评估和奖励工作。: [160, 301, 567, 321]
requirement-highlight: 1.大学本科及以上学历，工程类等相关专业毕业，持一级建造师执业证书，具备中级及以上专业技术职称。: [579, 1698, 928, 1707]
requirement-line: 2.具有5年以上水利工程施工管理经验，有1个以上项目的工程部长经历，近3年参建工程安全质量无重大责任事故。: [579, 1823, 956, 1832]
job-rows: [1, 44, 1094, 2203]
duty-line: 3.组织制定并实施项目管理目标，建立健全项目部的安全、质量、环境、职业健康安全体系的建立、运行和持续改进工作。: [160, 1440, 560, 1449]
requirement-line: 2.具有8年及以上公路、水利施工及其他工程项目经验，有1个以上项目的项目总工或2个以上项目总工助理经历，近3年参建工程安全质量无重大责任事故。: [579, 1916, 961, 1935]
filter-dropdown-icon[interactable]: ▾: [119, 35, 126, 42]
cell-position[interactable]: 项目安全总监: [61, 2088, 128, 2203]
duty-line: 1.在项目经理的领导下，对工程项目的技术、质量、贯标等工作负责。: [160, 957, 389, 967]
cell-requirements[interactable]: [576, 1391, 970, 1530]
cell-count[interactable]: 1: [128, 44, 156, 148]
